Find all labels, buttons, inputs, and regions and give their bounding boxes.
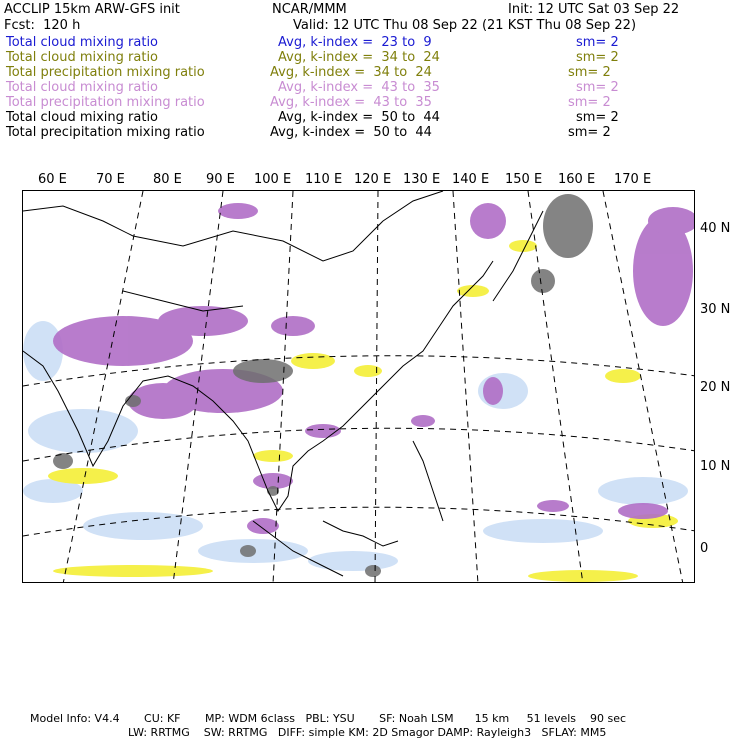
init-time: Init: 12 UTC Sat 03 Sep 22 [508,2,680,17]
legend-avg: Avg, k-index = 43 to 35 [278,80,440,95]
legend-sm: sm= 2 [576,110,619,125]
legend-sm: sm= 2 [576,80,619,95]
forecast-hour: Fcst: 120 h [4,18,81,33]
lon-label: 120 E [354,172,392,187]
legend-field: Total precipitation mixing ratio [6,95,205,110]
legend-sm: sm= 2 [568,95,611,110]
legend-avg: Avg, k-index = 23 to 9 [278,35,432,50]
legend-sm: sm= 2 [576,50,619,65]
map-panel [22,190,695,583]
legend-avg: Avg, k-index = 34 to 24 [278,50,440,65]
legend-field: Total precipitation mixing ratio [6,125,205,140]
legend-field: Total precipitation mixing ratio [6,65,205,80]
valid-time: Valid: 12 UTC Thu 08 Sep 22 (21 KST Thu 08 Sep 22) [293,18,637,33]
legend-sm: sm= 2 [568,65,611,80]
legend-field: Total cloud mixing ratio [6,50,159,65]
lon-label: 100 E [254,172,292,187]
legend-avg: Avg, k-index = 34 to 24 [270,65,432,80]
lon-label: 150 E [505,172,543,187]
model-info-line-1: Model Info: V4.4 CU: KF MP: WDM 6class PBL: YSU SF: Noah LSM 15 km 51 levels 90 sec [30,712,627,725]
lat-label: 0 [700,541,709,556]
lon-label: 160 E [558,172,596,187]
lon-label: 110 E [305,172,343,187]
lat-label: 30 N [700,302,731,317]
lon-label: 170 E [614,172,652,187]
lon-label: 80 E [153,172,182,187]
legend-sm: sm= 2 [576,35,619,50]
model-title: ACCLIP 15km ARW-GFS init [4,2,180,17]
lat-label: 10 N [700,459,731,474]
legend-field: Total cloud mixing ratio [6,35,159,50]
lon-label: 70 E [96,172,125,187]
center-label: NCAR/MMM [272,2,347,17]
legend-field: Total cloud mixing ratio [6,110,159,125]
lon-label: 90 E [206,172,235,187]
model-info-line-2: LW: RRTMG SW: RRTMG DIFF: simple KM: 2D Smagor DAMP: Rayleigh3 SFLAY: MM5 [128,726,607,739]
lon-label: 60 E [38,172,67,187]
lon-label: 130 E [403,172,441,187]
lat-label: 40 N [700,221,731,236]
legend-avg: Avg, k-index = 43 to 35 [270,95,432,110]
map-svg [23,191,695,583]
lat-label: 20 N [700,380,731,395]
cloud-field-shading [23,194,695,582]
legend-sm: sm= 2 [568,125,611,140]
legend-avg: Avg, k-index = 50 to 44 [270,125,432,140]
legend-field: Total cloud mixing ratio [6,80,159,95]
lon-label: 140 E [452,172,490,187]
legend-avg: Avg, k-index = 50 to 44 [278,110,440,125]
